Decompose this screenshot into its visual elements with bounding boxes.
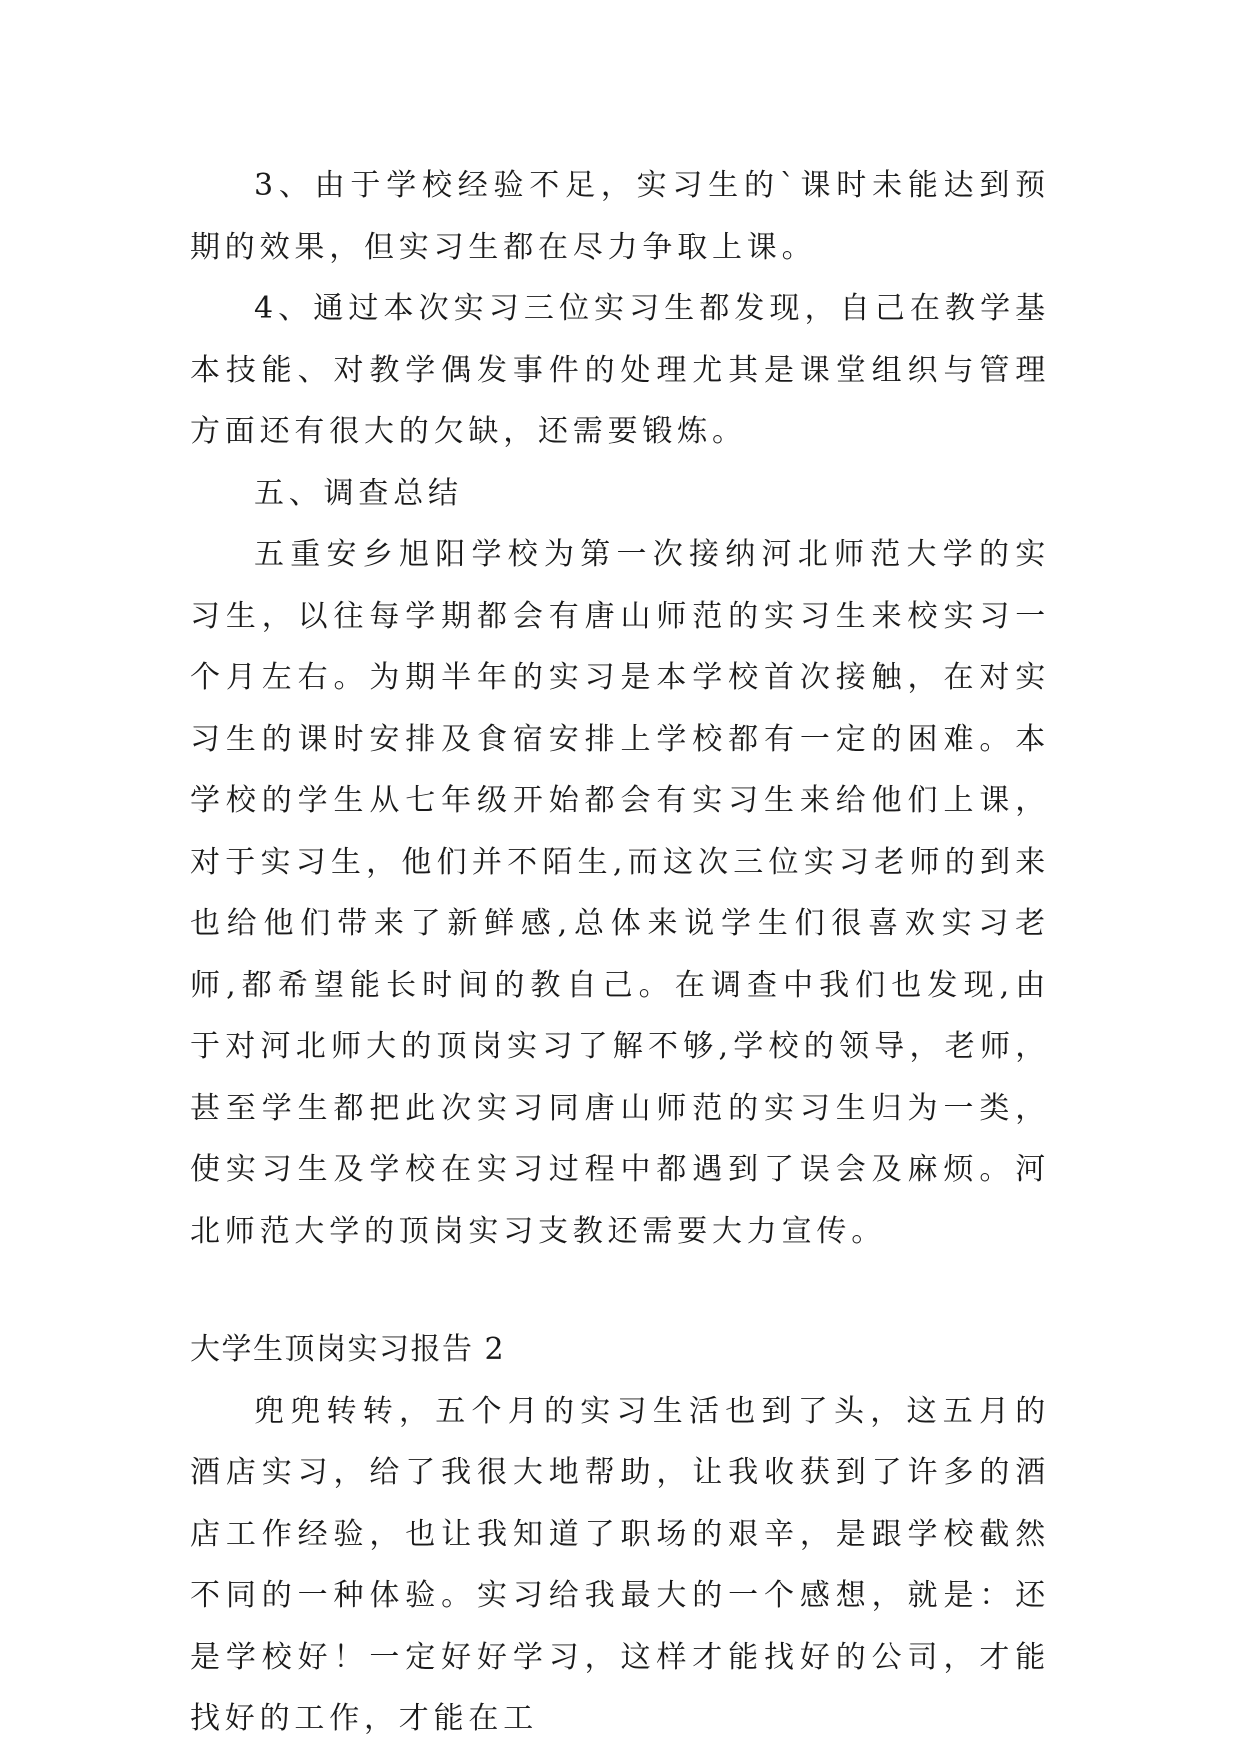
paragraph-report-2: 兜兜转转，五个月的实习生活也到了头，这五月的酒店实习，给了我很大地帮助，让我收获到了许多的酒店工作经验，也让我知道了职场的艰辛，是跟学校截然不同的一种体验。实习给我最大的一个感想，就是：还是学校好！一定好好学习，这样才能找好的公司，才能找好的工作，才能在工	[190, 1393, 1050, 1736]
report-title: 大学生顶岗实习报告 2	[190, 1332, 506, 1367]
document-page	[190, 155, 1050, 1750]
paragraph-item-4: 4、通过本次实习三位实习生都发现，自己在教学基本技能、对教学偶发事件的处理尤其是课堂组织与管理方面还有很大的欠缺，还需要锻炼。	[190, 291, 1050, 449]
section-heading-summary: 五、调查总结	[254, 475, 463, 511]
paragraph-item-3: 3、由于学校经验不足，实习生的`课时未能达到预期的效果，但实习生都在尽力争取上课。	[190, 168, 1050, 265]
paragraph-summary: 五重安乡旭阳学校为第一次接纳河北师范大学的实习生，以往每学期都会有唐山师范的实习生来校实习一个月左右。为期半年的实习是本学校首次接触，在对实习生的课时安排及食宿安排上学校都有一定的困难。本学校的学生从七年级开始都会有实习生来给他们上课，对于实习生，他们并不陌生,而这次三位实习老师的到来也给他们带来了新鲜感,总体来说学生们很喜欢实习老师,都希望能长时间的教自己。在调查中我们也发现,由于对河北师大的顶岗实习了解不够,学校的领导，老师，甚至学生都把此次实习同唐山师范的实习生归为一类，使实习生及学校在实习过程中都遇到了误会及麻烦。河北师范大学的顶岗实习支教还需要大力宣传。	[190, 537, 1050, 1249]
section-spacer	[190, 1262, 1050, 1319]
